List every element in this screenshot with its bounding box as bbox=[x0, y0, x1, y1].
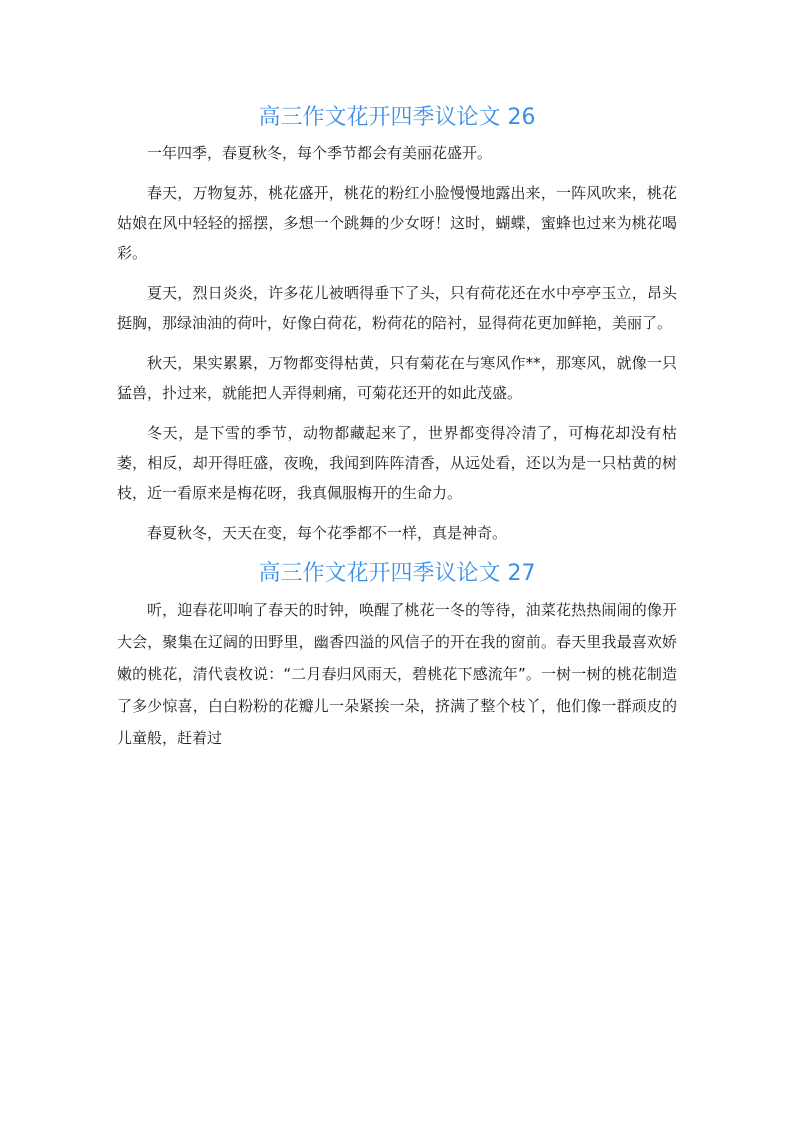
paragraph: 冬天，是下雪的季节，动物都藏起来了，世界都变得冷清了，可梅花却没有枯萎，相反，却开得旺盛，夜晚，我闻到阵阵清香，从远处看，还以为是一只枯黄的树枝，近一看原来是梅花呀，我真佩服梅开的生命力。 bbox=[117, 424, 677, 502]
paragraph: 夏天，烈日炎炎，许多花儿被晒得垂下了头，只有荷花还在水中亭亭玉立，昂头挺胸，那绿油油的荷叶，好像白荷花，粉荷花的陪衬，显得荷花更加鲜艳，美丽了。 bbox=[117, 284, 677, 332]
essay-section-26 bbox=[117, 98, 677, 548]
paragraph: 听，迎春花叩响了春天的时钟，唤醒了桃花一冬的等待，油菜花热热闹闹的像开大会，聚集在辽阔的田野里，幽香四溢的风信子的开在我的窗前。春天里我最喜欢娇嫩的桃花，清代袁枚说：“二月春归风雨天，碧桃花下感流年”。一树一树的桃花制造了多少惊喜，白白粉粉的花瓣儿一朵紧挨一朵，挤满了整个枝丫，他们像一群顽皮的儿童般，赶着过 bbox=[117, 601, 677, 747]
document-body bbox=[117, 98, 677, 754]
paragraph: 春天，万物复苏，桃花盛开，桃花的粉红小脸慢慢地露出来，一阵风吹来，桃花姑娘在风中轻轻的摇摆，多想一个跳舞的少女呀！这时，蝴蝶，蜜蜂也过来为桃花喝彩。 bbox=[117, 184, 677, 262]
paragraph: 春夏秋冬，天天在变，每个花季都不一样，真是神奇。 bbox=[147, 524, 508, 542]
paragraph: 秋天，果实累累，万物都变得枯黄，只有菊花在与寒风作**，那寒风，就像一只猛兽，扑过来，就能把人弄得刺痛，可菊花还开的如此茂盛。 bbox=[117, 354, 677, 402]
essay-title: 高三作文花开四季议论文 27 bbox=[258, 561, 536, 586]
essay-title: 高三作文花开四季议论文 26 bbox=[258, 105, 536, 130]
paragraph: 一年四季，春夏秋冬，每个季节都会有美丽花盛开。 bbox=[147, 144, 493, 162]
essay-section-27 bbox=[117, 554, 677, 754]
